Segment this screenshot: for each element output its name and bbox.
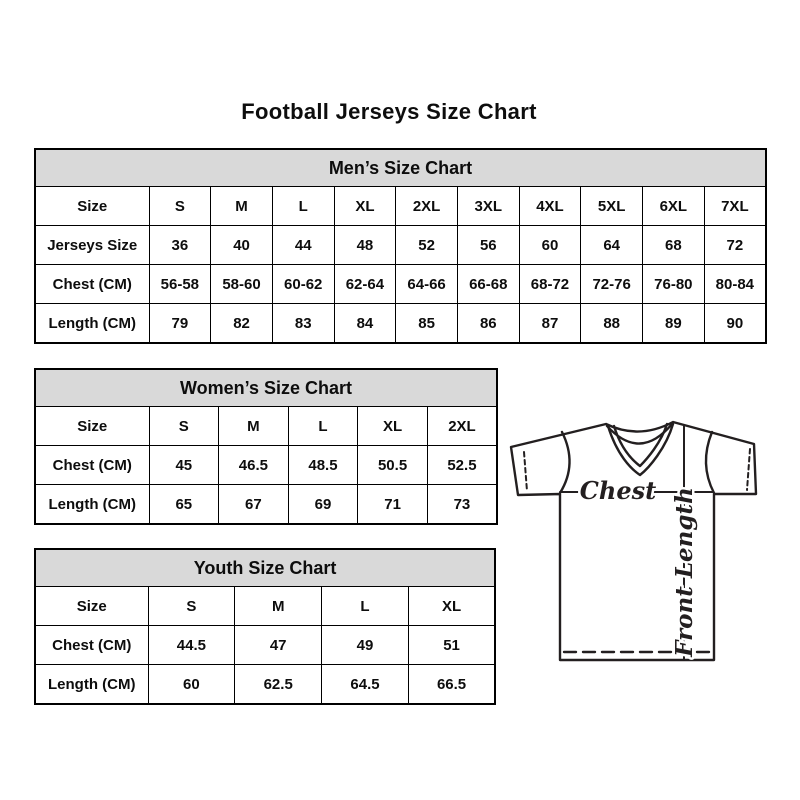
size-value-cell: XL: [334, 187, 396, 226]
size-value-cell: M: [211, 187, 273, 226]
size-value-cell: 60: [519, 226, 581, 265]
size-value-cell: 4XL: [519, 187, 581, 226]
size-value-cell: 88: [581, 304, 643, 344]
size-value-cell: 72-76: [581, 265, 643, 304]
table-row: [35, 446, 497, 485]
table-row: [35, 304, 766, 344]
size-value-cell: 56-58: [149, 265, 211, 304]
size-value-cell: 90: [704, 304, 766, 344]
table-row: [35, 265, 766, 304]
size-value-cell: 68: [643, 226, 705, 265]
size-value-cell: 47: [235, 626, 322, 665]
size-value-cell: 86: [457, 304, 519, 344]
size-value-cell: 51: [408, 626, 495, 665]
size-value-cell: 48: [334, 226, 396, 265]
row-label-cell: Size: [35, 587, 148, 626]
row-label-cell: Length (CM): [35, 304, 149, 344]
size-value-cell: 46.5: [219, 446, 289, 485]
size-value-cell: 56: [457, 226, 519, 265]
size-value-cell: L: [322, 587, 409, 626]
mens-table-title: Men’s Size Chart: [35, 149, 766, 187]
row-label-cell: Size: [35, 407, 149, 446]
size-value-cell: 73: [427, 485, 497, 525]
size-value-cell: 76-80: [643, 265, 705, 304]
size-value-cell: 45: [149, 446, 219, 485]
size-value-cell: 3XL: [457, 187, 519, 226]
size-value-cell: S: [149, 407, 219, 446]
womens-size-table: [34, 368, 498, 525]
size-value-cell: 64-66: [396, 265, 458, 304]
size-value-cell: 36: [149, 226, 211, 265]
table-row: [35, 485, 497, 525]
table-row: [35, 665, 495, 705]
size-value-cell: 6XL: [643, 187, 705, 226]
row-label-cell: Size: [35, 187, 149, 226]
size-value-cell: M: [219, 407, 289, 446]
size-value-cell: M: [235, 587, 322, 626]
size-value-cell: 62.5: [235, 665, 322, 705]
size-value-cell: 67: [219, 485, 289, 525]
row-label-cell: Length (CM): [35, 485, 149, 525]
size-value-cell: 84: [334, 304, 396, 344]
row-label-cell: Length (CM): [35, 665, 148, 705]
size-value-cell: 82: [211, 304, 273, 344]
size-value-cell: 71: [358, 485, 428, 525]
size-value-cell: 60-62: [272, 265, 334, 304]
page-title: Football Jerseys Size Chart: [241, 99, 537, 124]
size-value-cell: 52: [396, 226, 458, 265]
youth-table-title: Youth Size Chart: [35, 549, 495, 587]
size-value-cell: 60: [148, 665, 235, 705]
size-value-cell: S: [148, 587, 235, 626]
mens-size-table: [34, 148, 767, 344]
right-sleeve-seam: [706, 432, 714, 493]
table-title-row: [35, 549, 495, 587]
youth-size-table: [34, 548, 496, 705]
size-value-cell: 85: [396, 304, 458, 344]
table-row: [35, 626, 495, 665]
row-label-cell: Chest (CM): [35, 626, 148, 665]
size-value-cell: 2XL: [396, 187, 458, 226]
size-value-cell: 68-72: [519, 265, 581, 304]
size-value-cell: 48.5: [288, 446, 358, 485]
size-value-cell: XL: [408, 587, 495, 626]
size-value-cell: 50.5: [358, 446, 428, 485]
size-value-cell: 49: [322, 626, 409, 665]
size-value-cell: 66.5: [408, 665, 495, 705]
size-value-cell: 69: [288, 485, 358, 525]
table-row: [35, 587, 495, 626]
left-sleeve-seam: [560, 432, 570, 493]
size-value-cell: 72: [704, 226, 766, 265]
size-value-cell: 79: [149, 304, 211, 344]
size-value-cell: 7XL: [704, 187, 766, 226]
right-cuff-dashed-line: [747, 449, 750, 490]
jersey-diagram: [497, 405, 773, 671]
size-value-cell: 52.5: [427, 446, 497, 485]
size-value-cell: 87: [519, 304, 581, 344]
size-value-cell: 62-64: [334, 265, 396, 304]
size-value-cell: S: [149, 187, 211, 226]
size-value-cell: 64: [581, 226, 643, 265]
table-title-row: [35, 369, 497, 407]
size-value-cell: 2XL: [427, 407, 497, 446]
table-row: [35, 226, 766, 265]
size-value-cell: 44: [272, 226, 334, 265]
left-cuff-dashed-line: [524, 452, 527, 491]
size-value-cell: 64.5: [322, 665, 409, 705]
jersey-outline-shape: [511, 422, 756, 660]
size-value-cell: 58-60: [211, 265, 273, 304]
size-value-cell: 66-68: [457, 265, 519, 304]
table-row: [35, 407, 497, 446]
size-value-cell: 44.5: [148, 626, 235, 665]
size-value-cell: 65: [149, 485, 219, 525]
row-label-cell: Chest (CM): [35, 265, 149, 304]
womens-table-title: Women’s Size Chart: [35, 369, 497, 407]
size-value-cell: XL: [358, 407, 428, 446]
chest-label: Chest: [579, 476, 657, 505]
row-label-cell: Jerseys Size: [35, 226, 149, 265]
size-value-cell: 83: [272, 304, 334, 344]
size-value-cell: L: [288, 407, 358, 446]
size-value-cell: 40: [211, 226, 273, 265]
size-value-cell: 89: [643, 304, 705, 344]
row-label-cell: Chest (CM): [35, 446, 149, 485]
size-value-cell: 80-84: [704, 265, 766, 304]
table-row: [35, 187, 766, 226]
table-title-row: [35, 149, 766, 187]
size-value-cell: 5XL: [581, 187, 643, 226]
size-value-cell: L: [272, 187, 334, 226]
front-length-label: Front Length: [671, 487, 698, 657]
